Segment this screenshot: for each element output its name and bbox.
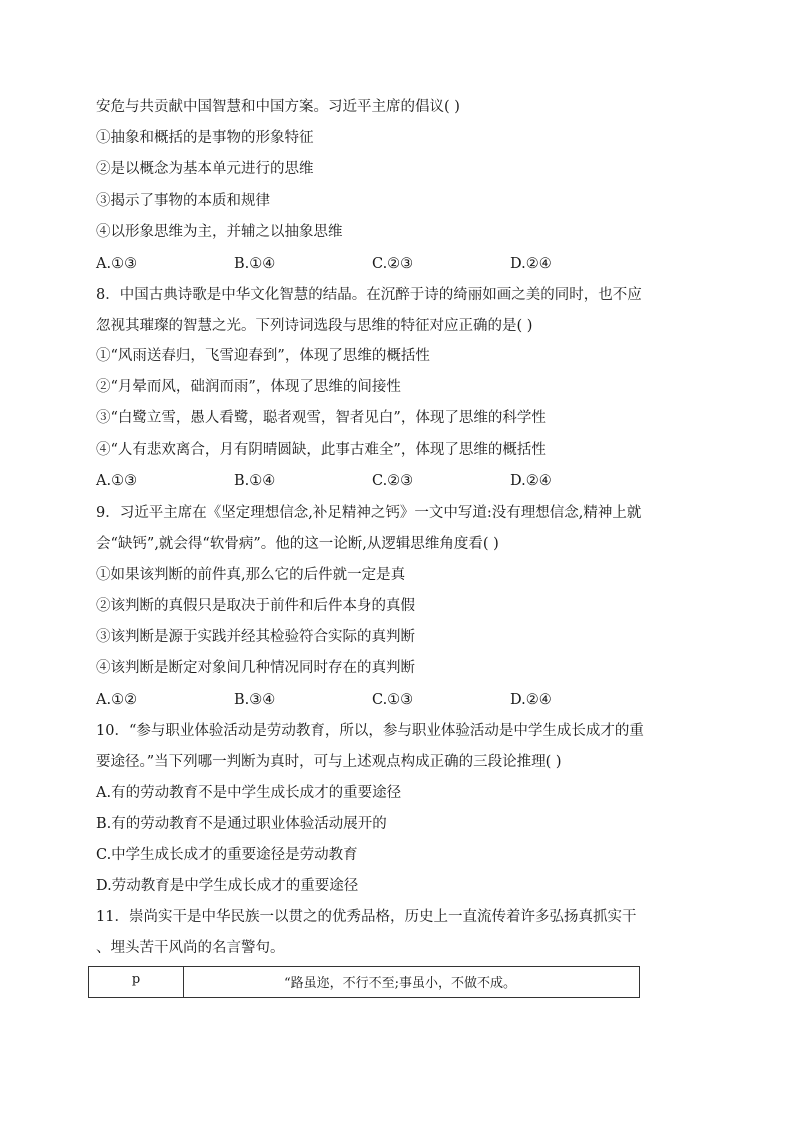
- q10-stem-line-1: 10．“参与职业体验活动是劳动教育，所以，参与职业体验活动是中学生成长成才的重: [96, 723, 644, 739]
- q11-stem-line-2: 、埋头苦干风尚的名言警句。: [96, 940, 285, 956]
- q8-option-a[interactable]: A.①③: [96, 473, 138, 489]
- q10-option-b[interactable]: B.有的劳动教育不是通过职业体验活动展开的: [96, 816, 387, 832]
- q7-stem: 安危与共贡献中国智慧和中国方案。习近平主席的倡议( ): [96, 99, 460, 115]
- q8-item-3: ③“白鹭立雪，愚人看鹭，聪者观雪，智者见白”，体现了思维的科学性: [96, 410, 546, 426]
- q9-option-c[interactable]: C.①③: [372, 692, 414, 708]
- q9-option-b[interactable]: B.③④: [234, 692, 276, 708]
- q7-item-2: ②是以概念为基本单元进行的思维: [96, 161, 314, 177]
- q8-stem-line-2: 忽视其璀璨的智慧之光。下列诗词选段与思维的特征对应正确的是( ): [96, 318, 533, 334]
- q10-option-d[interactable]: D.劳动教育是中学生成长成才的重要途径: [96, 878, 359, 894]
- q8-stem-line-1: 8．中国古典诗歌是中华文化智慧的结晶。在沉醉于诗的绮丽如画之美的同时，也不应: [96, 287, 642, 303]
- q11-table-label: p: [89, 967, 184, 997]
- q9-option-d[interactable]: D.②④: [510, 692, 552, 708]
- q8-item-1: ①“风雨送春归，飞雪迎春到”，体现了思维的概括性: [96, 348, 430, 364]
- q11-quote-table: [88, 966, 640, 998]
- q9-stem-line-1: 9．习近平主席在《坚定理想信念,补足精神之钙》一文中写道:没有理想信念,精神上就: [96, 505, 642, 521]
- q9-item-3: ③该判断是源于实践并经其检验符合实际的真判断: [96, 629, 415, 645]
- q8-item-2: ②“月晕而风，础润而雨”，体现了思维的间接性: [96, 379, 401, 395]
- q9-item-4: ④该判断是断定对象间几种情况同时存在的真判断: [96, 660, 415, 676]
- q8-option-b[interactable]: B.①④: [234, 473, 276, 489]
- q8-option-d[interactable]: D.②④: [510, 473, 552, 489]
- q11-table-quote: “路虽迩，不行不至;事虽小，不做不成。: [284, 976, 517, 991]
- q7-option-d[interactable]: D.②④: [510, 256, 552, 272]
- q9-item-2: ②该判断的真假只是取决于前件和后件本身的真假: [96, 598, 415, 614]
- q8-item-4: ④“人有悲欢离合，月有阴晴圆缺，此事古难全”，体现了思维的概括性: [96, 442, 546, 458]
- q9-option-a[interactable]: A.①②: [96, 692, 138, 708]
- q10-option-c[interactable]: C.中学生成长成才的重要途径是劳动教育: [96, 847, 358, 863]
- q7-item-4: ④以形象思维为主，并辅之以抽象思维: [96, 224, 343, 240]
- q7-item-1: ①抽象和概括的是事物的形象特征: [96, 130, 314, 146]
- q11-stem-line-1: 11．崇尚实干是中华民族一以贯之的优秀品格，历史上一直流传着许多弘扬真抓实干: [96, 909, 637, 925]
- q9-stem-line-2: 会“缺钙”,就会得“软骨病”。他的这一论断,从逻辑思维角度看( ): [96, 536, 499, 552]
- q8-option-c[interactable]: C.②③: [372, 473, 414, 489]
- q9-item-1: ①如果该判断的前件真,那么它的后件就一定是真: [96, 567, 406, 583]
- q7-item-3: ③揭示了事物的本质和规律: [96, 193, 270, 209]
- q10-option-a[interactable]: A.有的劳动教育不是中学生成长成才的重要途径: [96, 785, 402, 801]
- q7-option-b[interactable]: B.①④: [234, 256, 276, 272]
- q10-stem-line-2: 要途径。”当下列哪一判断为真时，可与上述观点构成正确的三段论推理( ): [96, 754, 562, 770]
- q7-option-a[interactable]: A.①③: [96, 256, 138, 272]
- q7-option-c[interactable]: C.②③: [372, 256, 414, 272]
